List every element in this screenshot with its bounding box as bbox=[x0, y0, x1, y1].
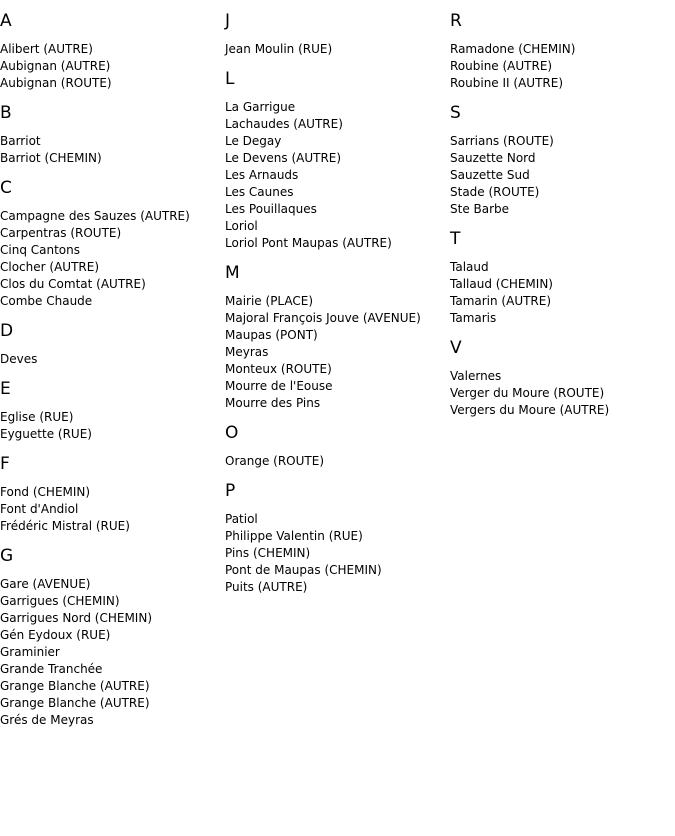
street-link-verger-du-moure-route[interactable]: Verger du Moure (ROUTE) bbox=[450, 386, 605, 400]
letter-heading: G bbox=[0, 546, 14, 566]
street-list-item bbox=[0, 576, 220, 593]
letter-group-a bbox=[0, 10, 220, 92]
street-list-item bbox=[0, 259, 220, 276]
street-list-item bbox=[225, 116, 445, 133]
street-list bbox=[450, 368, 670, 419]
street-link-sarrians-route[interactable]: Sarrians (ROUTE) bbox=[450, 134, 554, 148]
street-list-item bbox=[0, 133, 220, 150]
street-link-ste-barbe[interactable]: Ste Barbe bbox=[450, 202, 510, 216]
street-list-item bbox=[0, 409, 220, 426]
letter-heading: S bbox=[450, 103, 461, 123]
street-link-puits-autre[interactable]: Puits (AUTRE) bbox=[225, 580, 308, 594]
letter-group-j bbox=[225, 10, 445, 58]
letter-heading: A bbox=[0, 11, 12, 31]
street-list-item bbox=[225, 344, 445, 361]
street-list bbox=[450, 133, 670, 218]
street-link-pins-chemin[interactable]: Pins (CHEMIN) bbox=[225, 546, 311, 560]
street-link-monteux-route[interactable]: Monteux (ROUTE) bbox=[225, 362, 332, 376]
street-link-sauzette-sud[interactable]: Sauzette Sud bbox=[450, 168, 530, 182]
street-list bbox=[0, 576, 220, 729]
street-link-talaud[interactable]: Talaud bbox=[450, 260, 489, 274]
street-link-les-pouillaques[interactable]: Les Pouillaques bbox=[225, 202, 317, 216]
letter-group-m bbox=[225, 262, 445, 412]
street-link-ramadone-chemin[interactable]: Ramadone (CHEMIN) bbox=[450, 42, 576, 56]
letter-heading: R bbox=[450, 11, 462, 31]
street-list-item bbox=[450, 385, 670, 402]
street-list bbox=[0, 409, 220, 443]
street-list-item bbox=[450, 184, 670, 201]
street-link-carpentras-route[interactable]: Carpentras (ROUTE) bbox=[0, 226, 122, 240]
street-list-item bbox=[450, 58, 670, 75]
letter-group-t bbox=[450, 228, 670, 327]
street-link-clocher-autre[interactable]: Clocher (AUTRE) bbox=[0, 260, 99, 274]
street-link-tallaud-chemin[interactable]: Tallaud (CHEMIN) bbox=[450, 277, 553, 291]
street-list bbox=[0, 133, 220, 167]
letter-group-f bbox=[0, 453, 220, 535]
street-list-item bbox=[225, 528, 445, 545]
street-list bbox=[450, 259, 670, 327]
street-link-lachaudes-autre[interactable]: Lachaudes (AUTRE) bbox=[225, 117, 343, 131]
street-link-le-degay[interactable]: Le Degay bbox=[225, 134, 282, 148]
letter-group-c bbox=[0, 177, 220, 310]
street-list-item bbox=[225, 184, 445, 201]
street-link-garrigues-chemin[interactable]: Garrigues (CHEMIN) bbox=[0, 594, 120, 608]
street-list-item bbox=[0, 644, 220, 661]
street-list-item bbox=[0, 484, 220, 501]
street-list-item bbox=[0, 75, 220, 92]
street-list-item bbox=[0, 242, 220, 259]
street-link-mourre-de-l-eouse[interactable]: Mourre de l'Eouse bbox=[225, 379, 333, 393]
letter-heading: F bbox=[0, 454, 10, 474]
street-list-item bbox=[0, 518, 220, 535]
street-link-deves[interactable]: Deves bbox=[0, 352, 38, 366]
letter-heading: J bbox=[225, 11, 231, 31]
letter-group-p bbox=[225, 480, 445, 596]
street-list-item bbox=[225, 378, 445, 395]
street-link-maupas-pont[interactable]: Maupas (PONT) bbox=[225, 328, 318, 342]
street-list-item bbox=[225, 150, 445, 167]
street-list-item bbox=[0, 661, 220, 678]
street-link-fond-chemin[interactable]: Fond (CHEMIN) bbox=[0, 485, 91, 499]
letter-group-g bbox=[0, 545, 220, 729]
street-list-item bbox=[225, 395, 445, 412]
street-link-gres-de-meyras[interactable]: Grés de Meyras bbox=[0, 713, 94, 727]
street-link-vergers-du-moure-autre[interactable]: Vergers du Moure (AUTRE) bbox=[450, 403, 610, 417]
street-list-item bbox=[450, 276, 670, 293]
street-link-philippe-valentin-rue[interactable]: Philippe Valentin (RUE) bbox=[225, 529, 363, 543]
street-link-orange-route[interactable]: Orange (ROUTE) bbox=[225, 454, 324, 468]
street-link-gare-avenue[interactable]: Gare (AVENUE) bbox=[0, 577, 91, 591]
letter-heading: E bbox=[0, 379, 11, 399]
street-link-valernes[interactable]: Valernes bbox=[450, 369, 502, 383]
letter-heading: O bbox=[225, 423, 239, 443]
street-link-grange-blanche-autre[interactable]: Grange Blanche (AUTRE) bbox=[0, 696, 150, 710]
street-list-item bbox=[225, 167, 445, 184]
street-list-item bbox=[0, 208, 220, 225]
street-link-eyguette-rue[interactable]: Eyguette (RUE) bbox=[0, 427, 92, 441]
street-list-item bbox=[0, 678, 220, 695]
street-link-majoral-francois-jouve-avenue[interactable]: Majoral François Jouve (AVENUE) bbox=[225, 311, 421, 325]
street-list-item bbox=[0, 610, 220, 627]
street-list-item bbox=[450, 368, 670, 385]
index-column-1 bbox=[0, 10, 220, 739]
street-list-item bbox=[225, 579, 445, 596]
letter-heading: L bbox=[225, 69, 235, 89]
street-list-item bbox=[225, 293, 445, 310]
street-list-item bbox=[450, 201, 670, 218]
street-link-clos-du-comtat-autre[interactable]: Clos du Comtat (AUTRE) bbox=[0, 277, 146, 291]
letter-group-l bbox=[225, 68, 445, 252]
street-list-item bbox=[0, 712, 220, 729]
street-list-item bbox=[450, 41, 670, 58]
street-link-cinq-cantons[interactable]: Cinq Cantons bbox=[0, 243, 80, 257]
street-list-item bbox=[0, 276, 220, 293]
letter-heading: M bbox=[225, 263, 240, 283]
street-list-item bbox=[0, 58, 220, 75]
street-list-item bbox=[0, 593, 220, 610]
letter-group-o bbox=[225, 422, 445, 470]
street-list-item bbox=[450, 402, 670, 419]
letter-heading: D bbox=[0, 321, 14, 341]
letter-heading: C bbox=[0, 178, 12, 198]
street-list-item bbox=[0, 695, 220, 712]
street-list-item bbox=[0, 293, 220, 310]
street-list-item bbox=[225, 133, 445, 150]
street-list bbox=[225, 453, 445, 470]
street-list-item bbox=[450, 133, 670, 150]
street-link-loriol-pont-maupas-autre[interactable]: Loriol Pont Maupas (AUTRE) bbox=[225, 236, 392, 250]
street-list-item bbox=[0, 150, 220, 167]
street-link-mairie-place[interactable]: Mairie (PLACE) bbox=[225, 294, 314, 308]
index-column-2 bbox=[225, 10, 445, 606]
street-link-loriol[interactable]: Loriol bbox=[225, 219, 258, 233]
street-list-item bbox=[0, 225, 220, 242]
street-link-garrigues-nord-chemin[interactable]: Garrigues Nord (CHEMIN) bbox=[0, 611, 153, 625]
street-list bbox=[225, 511, 445, 596]
street-link-aubignan-autre[interactable]: Aubignan (AUTRE) bbox=[0, 59, 111, 73]
street-link-les-arnauds[interactable]: Les Arnauds bbox=[225, 168, 299, 182]
letter-group-s bbox=[450, 102, 670, 218]
street-list bbox=[0, 484, 220, 535]
letter-group-d bbox=[0, 320, 220, 368]
letter-group-r bbox=[450, 10, 670, 92]
street-list-item bbox=[0, 501, 220, 518]
street-link-tamarin-autre[interactable]: Tamarin (AUTRE) bbox=[450, 294, 552, 308]
street-link-graminier[interactable]: Graminier bbox=[0, 645, 60, 659]
street-list-item bbox=[450, 259, 670, 276]
street-list-item bbox=[450, 75, 670, 92]
street-list-item bbox=[0, 627, 220, 644]
street-link-frederic-mistral-rue[interactable]: Frédéric Mistral (RUE) bbox=[0, 519, 130, 533]
street-link-campagne-des-sauzes-autre[interactable]: Campagne des Sauzes (AUTRE) bbox=[0, 209, 190, 223]
street-list-item bbox=[225, 235, 445, 252]
letter-heading: B bbox=[0, 103, 12, 123]
street-link-grange-blanche-autre[interactable]: Grange Blanche (AUTRE) bbox=[0, 679, 150, 693]
street-list-item bbox=[225, 511, 445, 528]
street-list-item bbox=[225, 562, 445, 579]
street-list-item bbox=[225, 41, 445, 58]
street-link-stade-route[interactable]: Stade (ROUTE) bbox=[450, 185, 540, 199]
letter-group-e bbox=[0, 378, 220, 443]
street-link-meyras[interactable]: Meyras bbox=[225, 345, 269, 359]
street-link-roubine-autre[interactable]: Roubine (AUTRE) bbox=[450, 59, 553, 73]
street-link-les-caunes[interactable]: Les Caunes bbox=[225, 185, 294, 199]
street-link-grande-tranchee[interactable]: Grande Tranchée bbox=[0, 662, 103, 676]
letter-group-b bbox=[0, 102, 220, 167]
street-link-gen-eydoux-rue[interactable]: Gén Eydoux (RUE) bbox=[0, 628, 111, 642]
street-link-le-devens-autre[interactable]: Le Devens (AUTRE) bbox=[225, 151, 342, 165]
street-list bbox=[450, 41, 670, 92]
street-link-barriot[interactable]: Barriot bbox=[0, 134, 41, 148]
street-list bbox=[0, 41, 220, 92]
street-link-pont-de-maupas-chemin[interactable]: Pont de Maupas (CHEMIN) bbox=[225, 563, 382, 577]
street-link-barriot-chemin[interactable]: Barriot (CHEMIN) bbox=[0, 151, 102, 165]
index-column-3 bbox=[450, 10, 670, 429]
street-list bbox=[225, 99, 445, 252]
street-list-item bbox=[225, 201, 445, 218]
letter-heading: P bbox=[225, 481, 236, 501]
street-list bbox=[225, 41, 445, 58]
street-link-mourre-des-pins[interactable]: Mourre des Pins bbox=[225, 396, 321, 410]
letter-heading: V bbox=[450, 338, 462, 358]
street-list-item bbox=[225, 310, 445, 327]
street-list-item bbox=[225, 99, 445, 116]
street-list-item bbox=[225, 327, 445, 344]
street-list-item bbox=[0, 41, 220, 58]
street-list-item bbox=[450, 167, 670, 184]
street-list-item bbox=[225, 545, 445, 562]
street-link-sauzette-nord[interactable]: Sauzette Nord bbox=[450, 151, 536, 165]
street-link-aubignan-route[interactable]: Aubignan (ROUTE) bbox=[0, 76, 112, 90]
street-list-item bbox=[450, 150, 670, 167]
letter-group-v bbox=[450, 337, 670, 419]
street-link-tamaris[interactable]: Tamaris bbox=[450, 311, 497, 325]
street-link-patiol[interactable]: Patiol bbox=[225, 512, 258, 526]
street-list bbox=[0, 351, 220, 368]
letter-heading: T bbox=[450, 229, 461, 249]
street-link-alibert-autre[interactable]: Alibert (AUTRE) bbox=[0, 42, 93, 56]
street-link-eglise-rue[interactable]: Eglise (RUE) bbox=[0, 410, 74, 424]
street-link-roubine-ii-autre[interactable]: Roubine II (AUTRE) bbox=[450, 76, 563, 90]
street-link-la-garrigue[interactable]: La Garrigue bbox=[225, 100, 296, 114]
street-link-font-d-andiol[interactable]: Font d'Andiol bbox=[0, 502, 79, 516]
street-list-item bbox=[225, 361, 445, 378]
street-list-item bbox=[0, 426, 220, 443]
street-list bbox=[0, 208, 220, 310]
street-link-jean-moulin-rue[interactable]: Jean Moulin (RUE) bbox=[225, 42, 333, 56]
street-link-combe-chaude[interactable]: Combe Chaude bbox=[0, 294, 93, 308]
street-list bbox=[225, 293, 445, 412]
street-list-item bbox=[450, 293, 670, 310]
street-list-item bbox=[0, 351, 220, 368]
street-list-item bbox=[225, 453, 445, 470]
street-list-item bbox=[450, 310, 670, 327]
street-list-item bbox=[225, 218, 445, 235]
